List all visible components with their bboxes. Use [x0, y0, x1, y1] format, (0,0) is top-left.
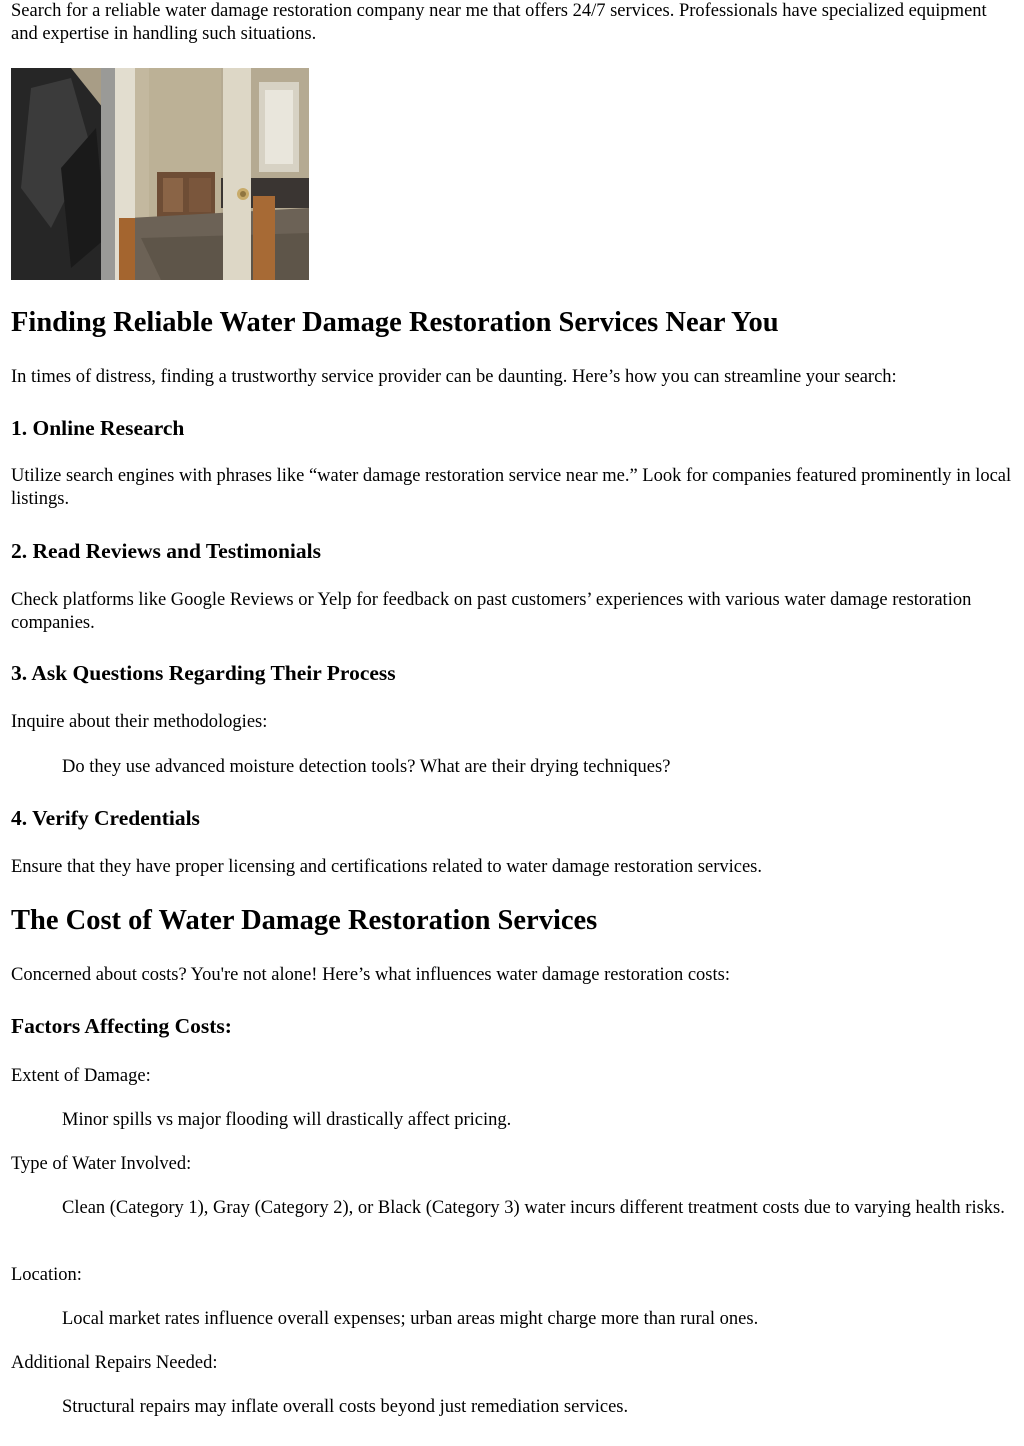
step-heading-verify-credentials: 4. Verify Credentials: [11, 806, 200, 830]
factor-term-location: Location:: [11, 1265, 82, 1285]
factor-term-water-type: Type of Water Involved:: [11, 1154, 192, 1174]
section-intro: In times of distress, finding a trustworthy service provider can be daunting. Here’s how you can streamline your search:: [11, 367, 897, 387]
cost-intro: Concerned about costs? You're not alone! Here’s what influences water damage restoration costs:: [11, 965, 730, 985]
intro-paragraph: Search for a reliable water damage restoration company near me that offers 24/7 services. Professionals have specialized equipment and expertise in handling such situations.: [11, 1, 987, 44]
factor-desc-additional-repairs: Structural repairs may inflate overall costs beyond just remediation services.: [62, 1397, 629, 1417]
water-damage-photo: [11, 68, 309, 280]
step-heading-read-reviews: 2. Read Reviews and Testimonials: [11, 539, 321, 563]
step-text-read-reviews: Check platforms like Google Reviews or Yelp for feedback on past customers’ experiences with various water damage restoration companies.: [11, 590, 972, 633]
step-heading-online-research: 1. Online Research: [11, 416, 185, 440]
factor-desc-water-type: Clean (Category 1), Gray (Category 2), or Black (Category 3) water incurs different treatment costs due to varying health risks.: [62, 1198, 1005, 1218]
section-heading-finding-services: Finding Reliable Water Damage Restoration Services Near You: [11, 307, 779, 338]
step-heading-ask-questions: 3. Ask Questions Regarding Their Process: [11, 661, 396, 685]
factor-term-additional-repairs: Additional Repairs Needed:: [11, 1353, 218, 1373]
factors-heading: Factors Affecting Costs:: [11, 1014, 232, 1038]
photo-icon: [11, 68, 309, 280]
factor-desc-location: Local market rates influence overall expenses; urban areas might charge more than rural ones.: [62, 1309, 759, 1329]
factor-term-extent: Extent of Damage:: [11, 1066, 151, 1086]
step-text-online-research: Utilize search engines with phrases like “water damage restoration service near me.” Look for companies featured prominently in local listings.: [11, 466, 1012, 509]
factor-desc-extent: Minor spills vs major flooding will drastically affect pricing.: [62, 1110, 512, 1130]
step-text-ask-questions: Inquire about their methodologies:: [11, 712, 268, 732]
step-detail-ask-questions: Do they use advanced moisture detection tools? What are their drying techniques?: [62, 757, 671, 777]
section-heading-cost: The Cost of Water Damage Restoration Services: [11, 905, 598, 936]
step-text-verify-credentials: Ensure that they have proper licensing and certifications related to water damage restoration services.: [11, 857, 763, 877]
